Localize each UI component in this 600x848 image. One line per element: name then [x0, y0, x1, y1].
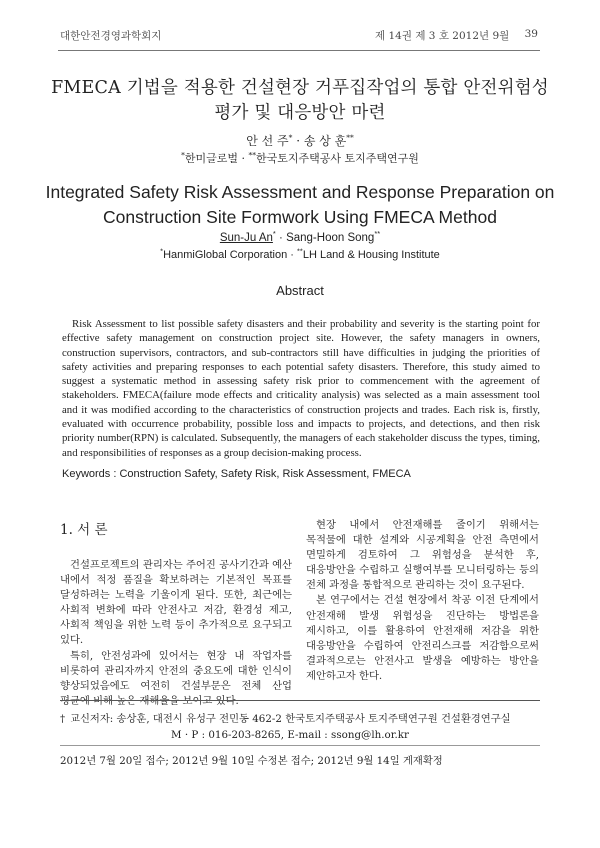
- keywords: Keywords : Construction Safety, Safety Risk, Risk Assessment, FMECA: [62, 468, 411, 480]
- intro-paragraph-3: 현장 내에서 안전재해를 줄이기 위해서는 목적물에 대한 설계와 시공계획을 안전 측면에서 면밀하게 검토하여 그 위험성을 분석한 후, 대응방안을 수립하고 실행여부를 모니터링하는 등의 전체 과정을 통합적으로 관리하는 것이 요구된다.: [306, 519, 539, 592]
- received-dates: 2012년 7월 20일 접수; 2012년 9월 10일 수정본 접수; 2012년 9월 14일 게재확정: [60, 755, 443, 767]
- intro-paragraph-4: 본 연구에서는 건설 현장에서 착공 이전 단계에서 안전재해 발생 위험성을 진단하는 방법론을 제시하고, 이를 활용하여 안전재해 저감을 위한 대응방안을 수립하여 안전리스크를 저감함으로써 결과적으로는 안전사고 발생을 예방하는 방안을 제안하고자 한다.: [306, 594, 539, 682]
- footnote-rule: [60, 700, 540, 701]
- english-author1: Sun-Ju An: [219, 232, 273, 244]
- affil-mark: *: [160, 246, 164, 256]
- affil-mark: **: [248, 150, 256, 160]
- author-separator: ·: [292, 134, 304, 148]
- english-affil2: LH Land & Housing Institute: [302, 249, 440, 261]
- dagger-mark: †: [60, 713, 66, 725]
- corresponding-author-note: [60, 712, 540, 728]
- received-rule: [60, 745, 540, 746]
- intro-paragraph-1: 건설프로젝트의 관리자는 주어진 공사기간과 예산 내에서 적정 품질을 확보하려는 기본적인 목표를 달성하려는 노력을 기울이게 된다. 또한, 최근에는 사회적 변화에 따라 안전사고 저감, 환경성 제고, 사회적 책임을 위한 노력 등이 추가적으로 요구되고 있다.: [60, 559, 292, 647]
- english-author2-mark: **: [374, 229, 381, 239]
- korean-authors: [0, 132, 600, 149]
- english-title: [40, 180, 560, 230]
- affil-mark: **: [296, 246, 303, 256]
- korean-title-line2: 평가 및 대응방안 마련: [214, 103, 386, 123]
- korean-author2-mark: **: [346, 133, 354, 142]
- korean-title: [40, 76, 560, 126]
- english-affiliations: [0, 246, 600, 261]
- left-column: [60, 518, 292, 709]
- english-author1-mark: *: [272, 229, 276, 239]
- english-authors: [0, 229, 600, 244]
- running-header: [60, 28, 538, 48]
- page-number: 39: [524, 28, 538, 40]
- korean-author1-mark: *: [288, 133, 293, 142]
- korean-affiliations: [0, 150, 600, 166]
- footnotes: [60, 712, 540, 743]
- issue-info: 제 14권 제 3 호 2012년 9월: [375, 30, 510, 42]
- english-author2: Sang-Hoon Song: [286, 232, 375, 244]
- english-title-line1: Integrated Safety Risk Assessment and Response Preparation on: [45, 182, 555, 202]
- korean-author2: 송 상 훈: [303, 134, 347, 148]
- korean-affil1: 한미글로벌 ·: [184, 152, 249, 165]
- section-heading: 1. 서 론: [60, 522, 108, 538]
- journal-name: 대한안전경영과학회지: [60, 30, 162, 42]
- korean-author1: 안 선 주: [246, 134, 289, 148]
- affil-mark: *: [181, 150, 185, 160]
- korean-affil2: 한국토지주택공사 토지주택연구원: [255, 152, 419, 165]
- intro-paragraph-2: 특히, 안전성과에 있어서는 현장 내 작업자를 비롯하여 관리자까지 안전의 중요도에 대한 인식이 향상되었음에도 여전히 건설부문은 전체 산업 평균에 비해 높은 재해율을 보이고 있다.: [60, 649, 292, 707]
- contact-info: M · P : 016-203-8265, E-mail : ssong@lh.or.kr: [171, 728, 409, 741]
- right-column: [306, 518, 539, 684]
- header-rule: [58, 50, 540, 51]
- english-affil1: HanmiGlobal Corporation ·: [163, 249, 297, 261]
- abstract-heading: Abstract: [276, 283, 324, 298]
- abstract-body: Risk Assessment to list possible safety disasters and their probability and severity is the starting point for effective safety management on construction project site. However, the safety managers in owners, construction supervisors, contractors, and sub-contractors still have difficulties in judging the priorities of safety activities and preparing responses to each potential safety disasters. Therefore, this study aimed to suggest a systematic method in assessing safety risk prior to commencement with the agreement of stakeholders. FMECA(failure mode effects and criticality analysis) was selected as a main assessment tool and it was modified according to the characteristics of construction projects and trades. Each risk is, firstly, evaluated with occurrence probability, possible loss and impacts to projects, and detections, and then risk priority number(RPN) is calculated. Subsequently, the managers of each stakeholder discuss the types, timing, and responsibilities of responses as a group decision-making process.: [62, 318, 540, 459]
- corresponding-author-text: 교신저자: 송상훈, 대전시 유성구 전민동 462-2 한국토지주택공사 토지주택연구원 건설환경연구실: [70, 713, 511, 725]
- author-separator: ·: [275, 232, 287, 244]
- korean-title-line1: FMECA 기법을 적용한 건설현장 거푸집작업의 통합 안전위험성: [51, 78, 549, 98]
- english-title-line2: Construction Site Formwork Using FMECA Method: [103, 207, 497, 227]
